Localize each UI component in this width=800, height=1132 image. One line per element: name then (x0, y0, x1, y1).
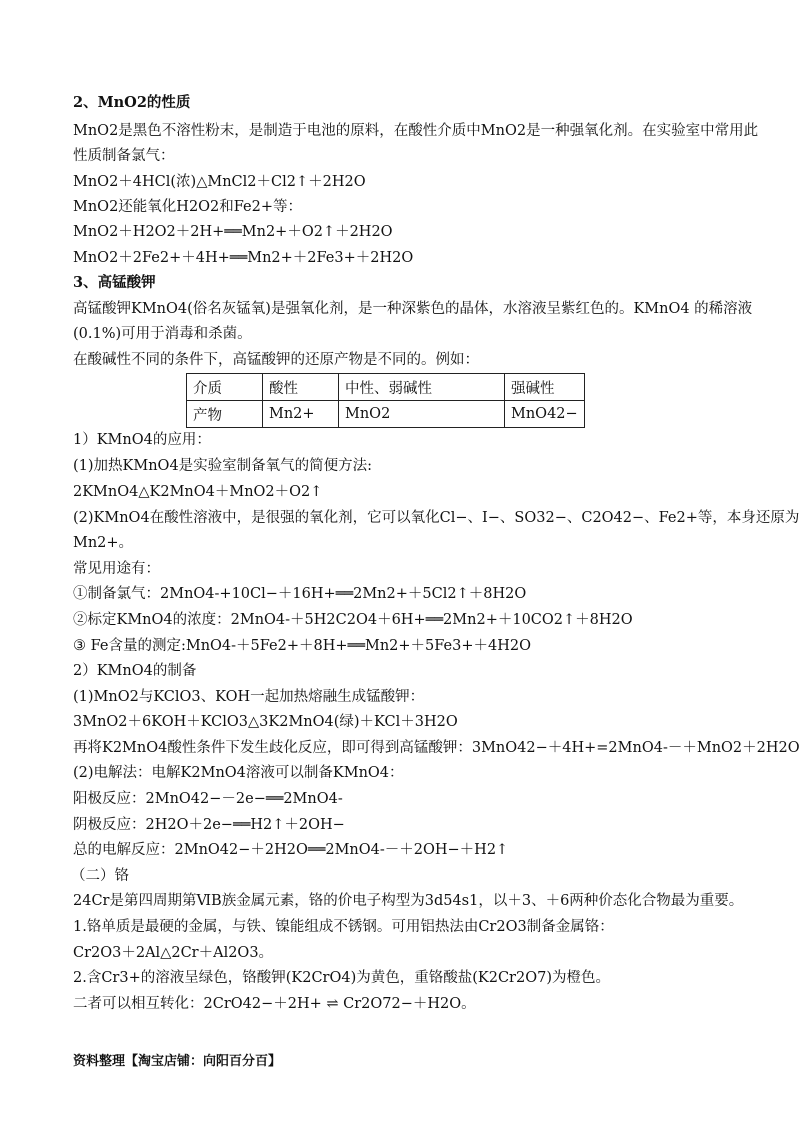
kmno4-intro-line-3: 在酸碱性不同的条件下，高锰酸钾的还原产物是不同的。例如： (73, 352, 479, 368)
table-cell: 强碱性 (505, 374, 585, 401)
table-row (187, 401, 585, 428)
footer-source-note: 资料整理【淘宝店铺：向阳百分百】 (73, 1054, 282, 1069)
section-heading-chromium: （二）铬 (71, 868, 129, 884)
table-cell: 中性、弱碱性 (339, 374, 505, 401)
kmno4-manganate-equation: 3MnO2＋6KOH＋KClO3△3K2MnO4(绿)＋KCl＋3H2O (73, 714, 458, 730)
reduction-product-table (186, 373, 585, 428)
kmno4-use-chlorine: ①制备氯气：2MnO4-+10Cl−＋16H+══2Mn2+＋5Cl2↑＋8H2O (73, 586, 527, 602)
table-header-row (187, 374, 585, 401)
section-heading-kmno4: 3、高锰酸钾 (73, 274, 156, 291)
kmno4-application-1: (1)加热KMnO4是实验室制备氧气的简便方法: (73, 458, 373, 474)
chromium-point-3: 二者可以相互转化：2CrO42−＋2H+ ⇌ Cr2O72−＋H2O。 (73, 996, 476, 1012)
kmno4-use-iron-assay: ③ Fe含量的测定:MnO4-＋5Fe2+＋8H+══Mn2+＋5Fe3+＋4H2O (73, 638, 531, 654)
mno2-intro-line-2: 性质制备氯气： (73, 148, 175, 164)
kmno4-disproportionation: 再将K2MnO4酸性条件下发生歧化反应，即可得到高锰酸钾：3MnO42−＋4H+=2MnO4-－＋MnO2＋2H2O (73, 740, 800, 756)
table-cell: 介质 (187, 374, 263, 401)
chromium-point-2: 2.含Cr3+的溶液呈绿色，铬酸钾(K2CrO4)为黄色，重铬酸盐(K2Cr2O7)为橙色。 (73, 970, 610, 986)
overall-electrolysis-reaction: 总的电解反应：2MnO42−＋2H2O══2MnO4-－＋2OH−＋H2↑ (73, 842, 509, 858)
table-cell: Mn2+ (263, 401, 339, 428)
kmno4-preparation-1: (1)MnO2与KClO3、KOH一起加热熔融生成锰酸钾： (73, 689, 425, 705)
kmno4-application-2-line-1: (2)KMnO4在酸性溶液中，是很强的氧化剂，它可以氧化Cl−、I−、SO32−、C2O42−、Fe2+等，本身还原为 (73, 510, 800, 526)
mno2-equation-chlorine: MnO2＋4HCl(浓)△MnCl2＋Cl2↑＋2H2O (73, 174, 366, 190)
chromium-point-1: 1.铬单质是最硬的金属，与铁、镍能组成不锈钢。可用铝热法由Cr2O3制备金属铬： (73, 919, 614, 935)
anode-reaction: 阳极反应：2MnO42−－2e−══2MnO4- (73, 791, 343, 807)
kmno4-applications-title: 1）KMnO4的应用： (73, 432, 211, 448)
table-cell: 产物 (187, 401, 263, 428)
kmno4-electrolysis-intro: (2)电解法：电解K2MnO4溶液可以制备KMnO4： (73, 765, 404, 781)
chromium-intro: 24Cr是第四周期第ⅥB族金属元素，铬的价电子构型为3d54s1，以＋3、＋6两种价态化合物最为重要。 (73, 893, 744, 909)
chromium-thermite-equation: Cr2O3＋2Al△2Cr＋Al2O3。 (73, 945, 274, 961)
kmno4-oxygen-equation: 2KMnO4△K2MnO4＋MnO2＋O2↑ (73, 484, 323, 500)
kmno4-intro-line-2: (0.1%)可用于消毒和杀菌。 (73, 326, 252, 342)
cathode-reaction: 阴极反应：2H2O＋2e−══H2↑＋2OH− (73, 817, 345, 833)
table-cell: 酸性 (263, 374, 339, 401)
kmno4-uses-title: 常见用途有： (73, 561, 160, 577)
table-cell: MnO42− (505, 401, 585, 428)
kmno4-preparation-title: 2）KMnO4的制备 (73, 663, 197, 679)
mno2-intro-line-1: MnO2是黑色不溶性粉末，是制造于电池的原料，在酸性介质中MnO2是一种强氧化剂。在实验室中常用此 (73, 123, 759, 139)
mno2-equation-fe: MnO2＋2Fe2+＋4H+══Mn2+＋2Fe3+＋2H2O (73, 250, 414, 266)
mno2-oxidizes-note: MnO2还能氧化H2O2和Fe2+等： (73, 199, 303, 215)
kmno4-use-standardization: ②标定KMnO4的浓度：2MnO4-＋5H2C2O4＋6H+══2Mn2+＋10CO2↑＋8H2O (73, 612, 633, 628)
table-cell: MnO2 (339, 401, 505, 428)
section-heading-mno2: 2、MnO2的性质 (73, 94, 191, 111)
kmno4-intro-line-1: 高锰酸钾KMnO4(俗名灰锰氧)是强氧化剂，是一种深紫色的晶体，水溶液呈紫红色的。KMnO4 的稀溶液 (73, 301, 753, 317)
kmno4-application-2-line-2: Mn2+。 (73, 535, 134, 551)
mno2-equation-h2o2: MnO2＋H2O2＋2H+══Mn2+＋O2↑＋2H2O (73, 224, 393, 240)
